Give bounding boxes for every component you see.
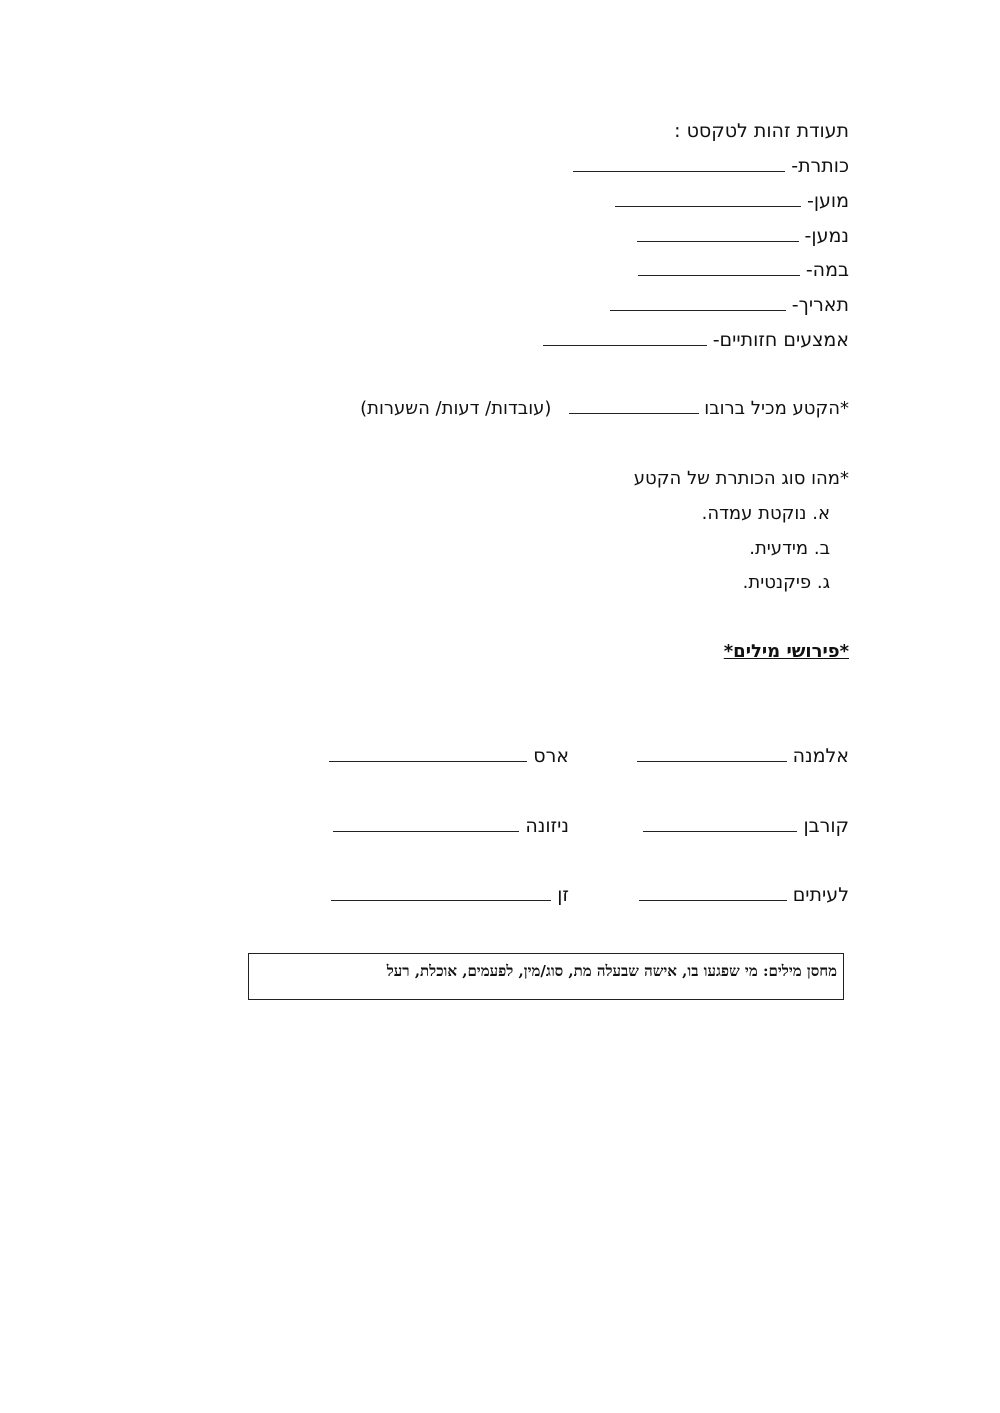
definition-row-2-left: ניזונה (333, 814, 569, 838)
definition-row-1-left: ארס (329, 744, 569, 768)
content-question: *הקטע מכיל ברובו (עובדות/ דעות/ השערות) (360, 398, 849, 419)
definition-row-2-right: קורבן (643, 814, 849, 838)
title-type-question: *מהו סוג הכותרת של הקטע (633, 468, 849, 489)
platform-blank[interactable] (638, 259, 800, 276)
feeds-blank[interactable] (333, 815, 519, 832)
definition-row-3-right: לעיתים (639, 883, 849, 907)
definition-row-3-left: זן (331, 883, 569, 907)
recipient-blank[interactable] (637, 225, 799, 242)
field-visual-means: אמצעים חזותיים- (543, 328, 849, 352)
venom-blank[interactable] (329, 745, 527, 762)
definitions-heading: *פירושי מילים* (723, 641, 849, 662)
field-title: כותרת- (573, 154, 849, 178)
sometimes-blank[interactable] (639, 884, 787, 901)
victim-blank[interactable] (643, 815, 797, 832)
option-a[interactable]: א. נוקטת עמדה. (701, 503, 830, 524)
word-bank-text: מחסן מילים: מי שפגעו בו, אישה שבעלה מת, סוג/מין, לפעמים, אוכלת, רעל (386, 962, 837, 980)
date-blank[interactable] (610, 294, 786, 311)
option-c[interactable]: ג. פיקנטית. (742, 572, 830, 593)
field-recipient: נמען- (637, 224, 850, 248)
definition-row-1-right: אלמנה (637, 744, 849, 768)
sender-blank[interactable] (615, 190, 801, 207)
visual-means-blank[interactable] (543, 329, 707, 346)
identity-heading: תעודת זהות לטקסט : (674, 120, 849, 142)
field-sender: מוען- (615, 189, 849, 213)
species-blank[interactable] (331, 884, 551, 901)
title-blank[interactable] (573, 155, 785, 172)
widow-blank[interactable] (637, 745, 787, 762)
field-platform: במה- (638, 258, 849, 282)
option-b[interactable]: ב. מידעית. (749, 538, 830, 559)
field-date: תאריך- (610, 293, 849, 317)
content-blank[interactable] (569, 397, 699, 414)
word-bank-box (248, 953, 844, 1000)
